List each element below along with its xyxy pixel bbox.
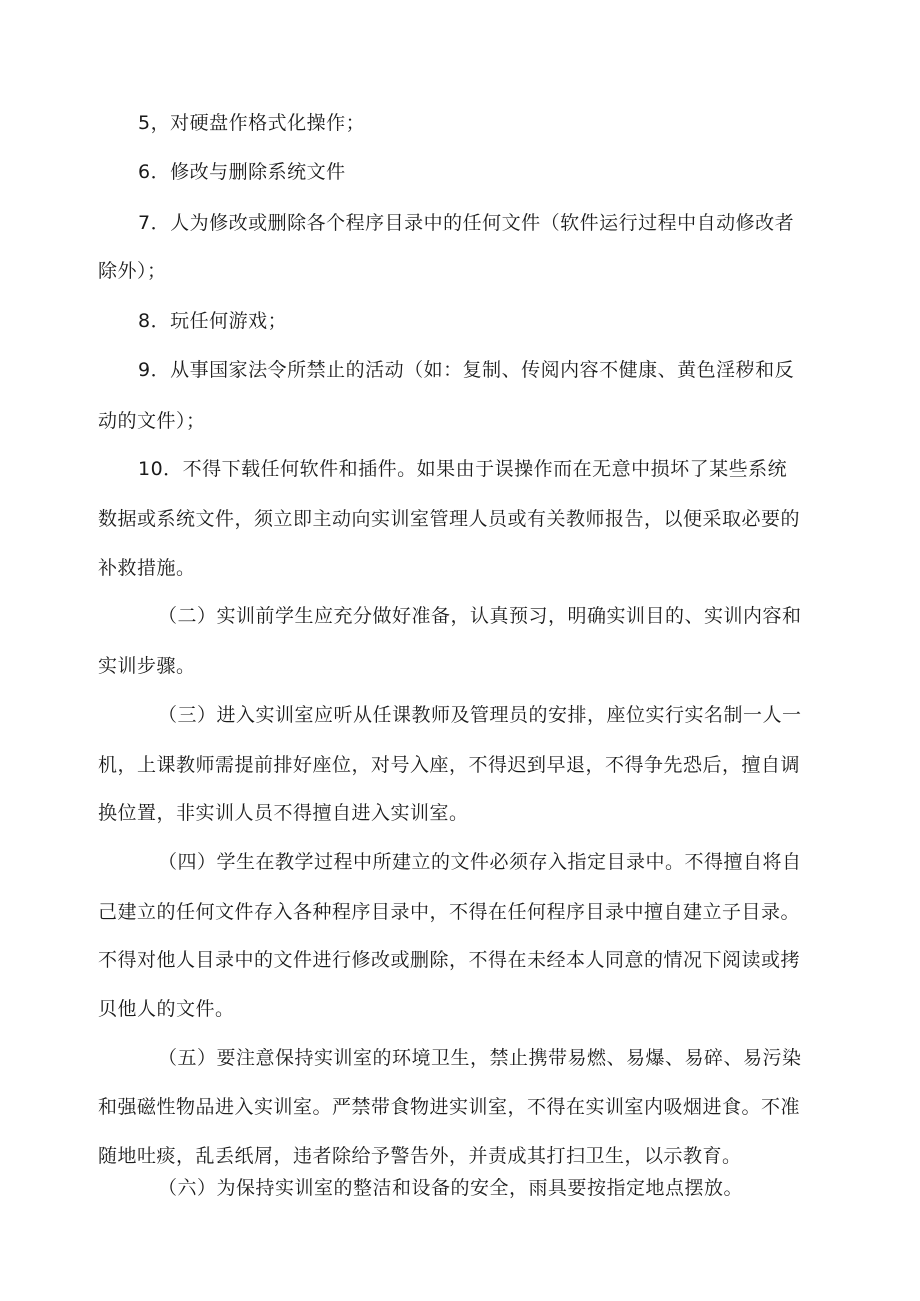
rule-item-7: 7．人为修改或删除各个程序目录中的任何文件（软件运行过程中自动修改者	[138, 212, 795, 234]
rule-item-10-continued: 数据或系统文件，须立即主动向实训室管理人员或有关教师报告，以便采取必要的	[98, 508, 801, 530]
section-5-paragraph: （五）要注意保持实训室的环境卫生，禁止携带易燃、易爆、易碎、易污染	[158, 1047, 802, 1069]
section-4-paragraph-line-2: 己建立的任何文件存入各种程序目录中，不得在任何程序目录中擅自建立子目录。	[98, 901, 801, 923]
section-5-paragraph-line-2: 和强磁性物品进入实训室。严禁带食物进实训室，不得在实训室内吸烟进食。不准	[98, 1096, 801, 1118]
rule-item-7-continued: 除外）；	[98, 260, 167, 282]
rule-item-6: 6．修改与删除系统文件	[138, 161, 346, 183]
section-4-paragraph-line-3: 不得对他人目录中的文件进行修改或删除，不得在未经本人同意的情况下阅读或拷	[98, 949, 801, 971]
rule-item-9: 9．从事国家法令所禁止的活动（如：复制、传阅内容不健康、黄色淫秽和反	[138, 359, 795, 381]
section-2-paragraph: （二）实训前学生应充分做好准备，认真预习，明确实训目的、实训内容和	[158, 605, 802, 627]
rule-item-9-continued: 动的文件）；	[98, 410, 206, 432]
rule-item-8: 8．玩任何游戏；	[138, 310, 288, 332]
section-3-paragraph-end: 换位置，非实训人员不得擅自进入实训室。	[98, 802, 469, 824]
section-4-paragraph: （四）学生在教学过程中所建立的文件必须存入指定目录中。不得擅自将自	[158, 851, 802, 873]
section-4-paragraph-end: 贝他人的文件。	[98, 998, 235, 1020]
section-2-paragraph-end: 实训步骤。	[98, 655, 196, 677]
rule-item-10: 10．不得下载任何软件和插件。如果由于误操作而在无意中损坏了某些系统	[138, 458, 788, 480]
section-3-paragraph: （三）进入实训室应听从任课教师及管理员的安排，座位实行实名制一人一	[158, 704, 802, 726]
section-5-paragraph-end: 随地吐痰，乱丢纸屑，违者除给予警告外，并责成其打扫卫生，以示教育。	[98, 1145, 742, 1167]
section-6-paragraph: （六）为保持实训室的整洁和设备的安全，雨具要按指定地点摆放。	[158, 1177, 744, 1199]
section-3-paragraph-line-2: 机，上课教师需提前排好座位，对号入座，不得迟到早退，不得争先恐后，擅自调	[98, 754, 801, 776]
rule-item-10-end: 补救措施。	[98, 557, 196, 579]
rule-item-5: 5，对硬盘作格式化操作；	[138, 112, 366, 134]
